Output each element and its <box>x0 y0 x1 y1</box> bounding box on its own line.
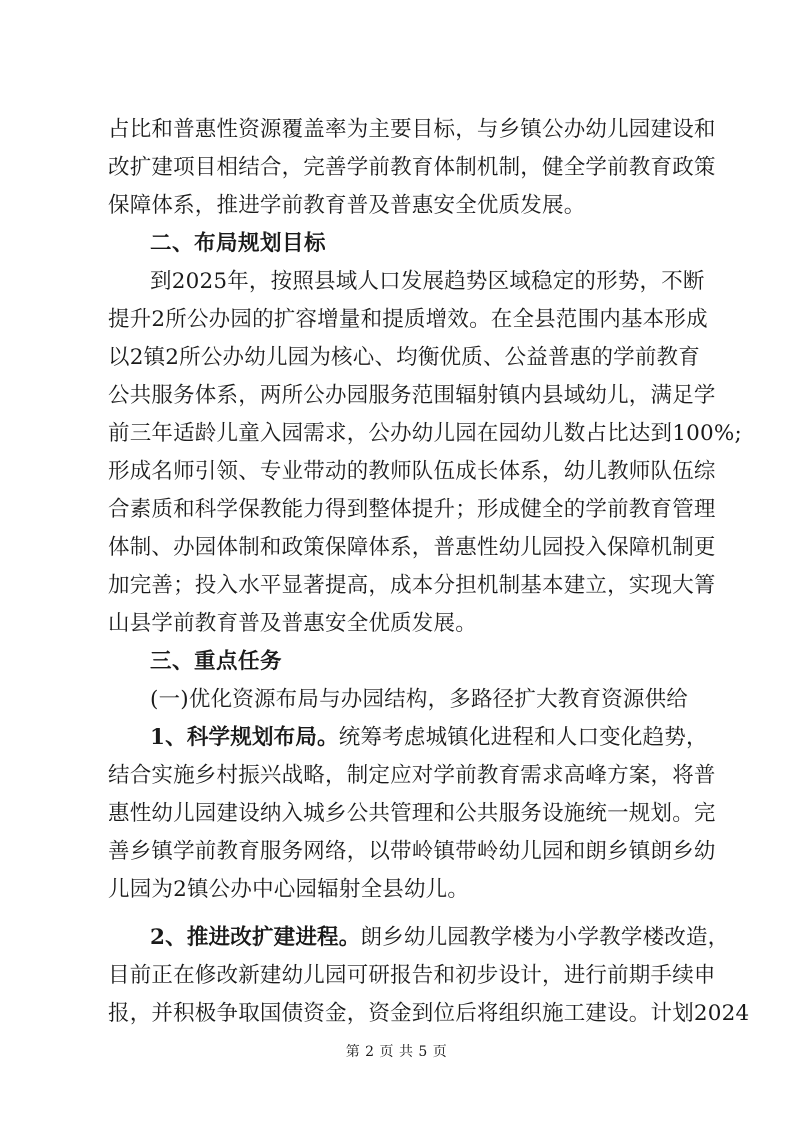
subsection-heading: (一)优化资源布局与办园结构，多路径扩大教育资源供给 <box>150 687 688 712</box>
section-heading: 三、重点任务 <box>150 649 283 674</box>
body-text-line: 儿园为2镇公办中心园辐射全县幼儿。 <box>108 877 470 902</box>
body-text-line: 到2025年，按照县域人口发展趋势区域稳定的形势，不断 <box>150 269 705 294</box>
item-title: 1、科学规划布局。 <box>150 725 339 750</box>
body-text-line: 占比和普惠性资源覆盖率为主要目标，与乡镇公办幼儿园建设和 <box>108 117 716 142</box>
body-text-line: 结合实施乡村振兴战略，制定应对学前教育需求高峰方案，将普 <box>108 763 716 788</box>
body-text-line: 公共服务体系，两所公办园服务范围辐射镇内县域幼儿，满足学 <box>108 383 716 408</box>
item-title: 2、推进改扩建进程。 <box>150 925 361 950</box>
item-first-line <box>150 725 708 750</box>
body-text-line: 目前正在修改新建幼儿园可研报告和初步设计，进行前期手续申 <box>108 963 716 988</box>
body-text-line: 惠性幼儿园建设纳入城乡公共管理和公共服务设施统一规划。完 <box>108 801 716 826</box>
item-first-line <box>150 925 730 950</box>
body-text-line: 形成名师引领、专业带动的教师队伍成长体系，幼儿教师队伍综 <box>108 459 716 484</box>
body-text-line: 保障体系，推进学前教育普及普惠安全优质发展。 <box>108 193 586 218</box>
body-text-line: 以2镇2所公办幼儿园为核心、均衡优质、公益普惠的学前教育 <box>108 345 700 370</box>
section-heading: 二、布局规划目标 <box>150 231 327 256</box>
body-text-line: 山县学前教育普及普惠安全优质发展。 <box>108 611 477 636</box>
body-text-line: 善乡镇学前教育服务网络，以带岭镇带岭幼儿园和朗乡镇朗乡幼 <box>108 839 716 864</box>
item-text: 统筹考虑城镇化进程和人口变化趋势， <box>338 725 708 750</box>
body-text-line: 加完善；投入水平显著提高，成本分担机制基本建立，实现大箐 <box>108 573 716 598</box>
body-text-line: 前三年适龄儿童入园需求，公办幼儿园在园幼儿数占比达到100%; <box>108 421 742 446</box>
body-text-line: 合素质和科学保教能力得到整体提升；形成健全的学前教育管理 <box>108 497 716 522</box>
body-text-line: 改扩建项目相结合，完善学前教育体制机制，健全学前教育政策 <box>108 155 716 180</box>
item-text: 朗乡幼儿园教学楼为小学教学楼改造， <box>360 925 730 950</box>
body-text-line: 报，并积极争取国债资金，资金到位后将组织施工建设。计划2024 <box>108 1001 750 1026</box>
body-text-line: 体制、办园体制和政策保障体系，普惠性幼儿园投入保障机制更 <box>108 535 716 560</box>
body-text-line: 提升2所公办园的扩容增量和提质增效。在全县范围内基本形成 <box>108 307 708 332</box>
page-number: 第 2 页 共 5 页 <box>345 1044 448 1060</box>
